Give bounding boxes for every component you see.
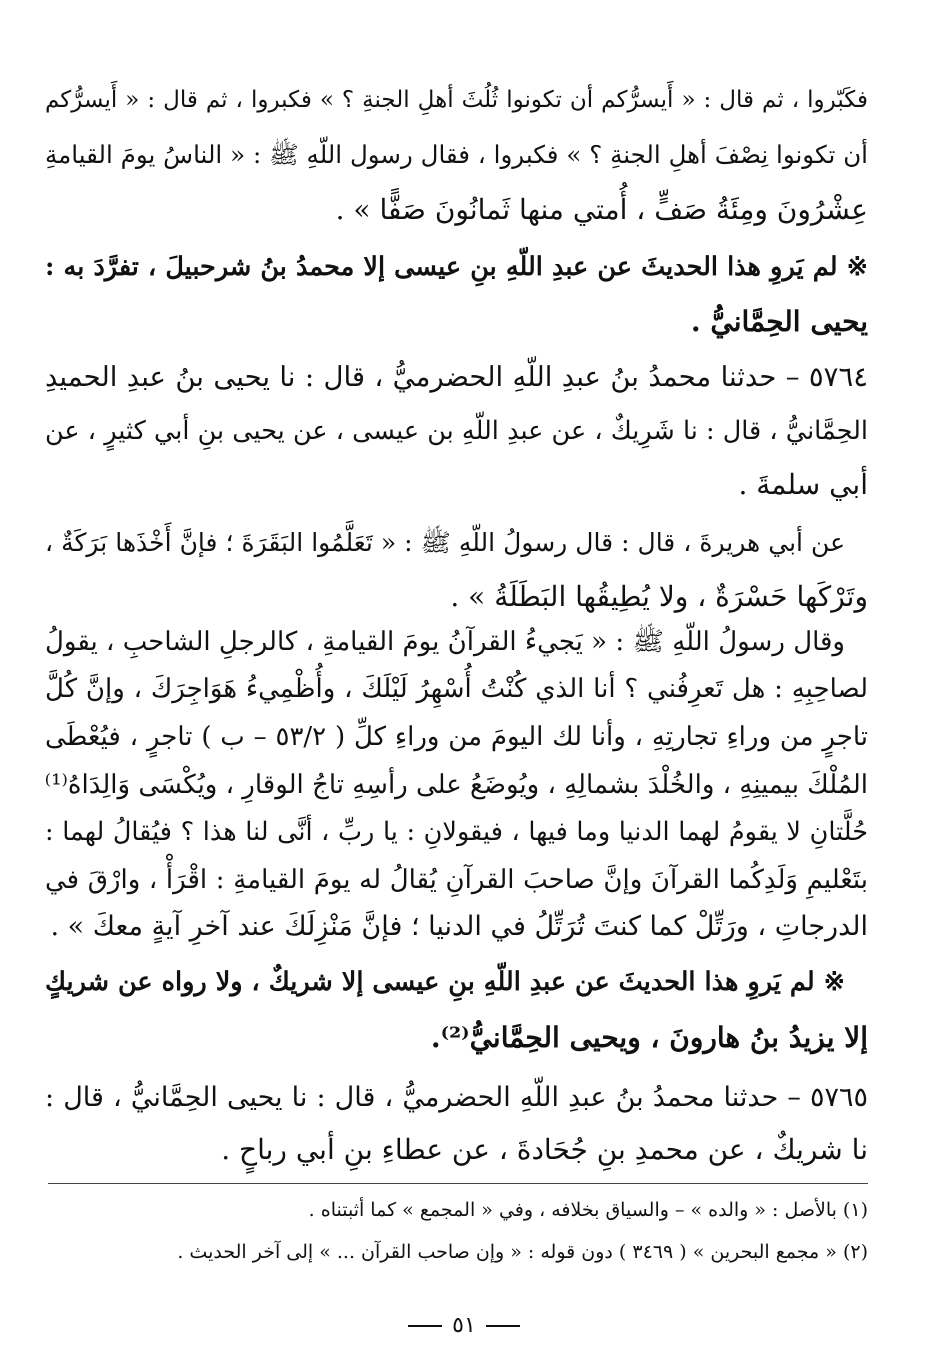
page-number [0,1312,928,1340]
page-number-dash [408,1325,442,1327]
text-line: المُلْكَ بيمينِهِ ، والخُلْدَ بشمالِهِ ، ويُوضَعُ على رأسِهِ تاجُ الوقارِ ، ويُكْسَى وَالِدَاهُ⁽¹⁾ [44,770,868,800]
footnote-2: (٢) « مجمع البحرين » ( ٣٤٦٩ ) دون قوله : « وإن صاحب القرآن ... » إلى آخر الحديث . [177,1241,868,1263]
text-line: وتَرْكَها حَسْرَةٌ ، ولا يُطِيقُها البَطَلَةُ » . [450,580,868,613]
page-number-dash [486,1325,520,1327]
text-line: لصاحِبِهِ : هل تَعرِفُني ؟ أنا الذي كُنْتُ أُسْهِرُ لَيْلَكَ ، وأُظْمِيءُ هَوَاجِرَكَ ، وإنَّ كُلَّ [45,674,868,704]
hadith-5764-line: ٥٧٦٤ – حدثنا محمدُ بنُ عبدِ اللّهِ الحضرميُّ ، قال : نا يحيى بنُ عبدِ الحميدِ [45,361,868,393]
text-line: عن أبي هريرةَ ، قال : قال رسولُ اللّهِ ﷺ : « تَعَلَّمُوا البَقَرَةَ ؛ فإنَّ أَخْذَها بَرَكَةٌ ، [45,528,845,557]
footnote-divider [48,1183,868,1184]
commentary-line: يحيى الحِمَّانيُّ . [690,305,868,338]
text-line: أن تكونوا نِصْفَ أهلِ الجنةِ ؟ » فكبروا ، فقال رسول اللّهِ ﷺ : « الناسُ يومَ القيامةِ [45,140,868,169]
text-line: عِشْرُونَ ومِئَةُ صَفٍّ ، أُمتي منها ثَمانُونَ صَفًّا » . [335,193,868,226]
text-line: تاجرٍ من وراءِ تجارتِهِ ، وأنا لك اليومَ من وراءِ كلِّ ( ٥٣/٢ – ب ) تاجرٍ ، فيُعْطَى [45,722,868,752]
text-line: بتَعْليمِ وَلَدِكُما القرآنَ وإنَّ صاحبَ القرآنِ يُقالُ له يومَ القيامةِ : اقْرَأْ ، وارْقَ في [45,865,868,895]
commentary-line: ※ لم يَروِ هذا الحديثَ عن عبدِ اللّهِ بنِ عيسى إلا محمدُ بنُ شرحبيلَ ، تفرَّدَ به : [45,252,868,282]
footnote-1: (١) بالأصل : « والده » – والسياق بخلافه ، وفي « المجمع » كما أثبتناه . [308,1199,868,1221]
text-line: حُلَّتانِ لا يقومُ لهما الدنيا وما فيها ، فيقولانِ : يا ربِّ ، أنَّى لنا هذا ؟ فيُقالُ لهما : [45,817,868,847]
text-line: أبي سلمةَ . [738,468,868,501]
text-line: الحِمَّانيُّ ، قال : نا شَرِيكٌ ، عن عبدِ اللّهِ بن عيسى ، عن يحيى بنِ أبي كثيرٍ ، عن [45,416,868,446]
page-number-value: ٥١ [452,1313,476,1338]
text-line: فكَبّروا ، ثم قال : « أَيسرُّكم أن تكونوا ثُلُثَ أهلِ الجنةِ ؟ » فكبروا ، ثم قال : « أَيسرُّكم [45,87,868,113]
text-line: الدرجاتِ ، ورَتِّلْ كما كنتَ تُرَتِّلُ في الدنيا ؛ فإنَّ مَنْزِلَكَ عند آخرِ آيةٍ معكَ » . [50,911,868,942]
commentary-line: ※ لم يَروِ هذا الحديثَ عن عبدِ اللّهِ بنِ عيسى إلا شريكٌ ، ولا رواه عن شريكٍ [45,967,845,997]
commentary-line: إلا يزيدُ بنُ هارونَ ، ويحيى الحِمَّانيُّ⁽²⁾. [430,1021,868,1054]
text-line: وقال رسولُ اللّهِ ﷺ : « يَجيءُ القرآنُ يومَ القيامةِ ، كالرجلِ الشاحبِ ، يقولُ [45,627,845,657]
hadith-5765-line: ٥٧٦٥ – حدثنا محمدُ بنُ عبدِ اللّهِ الحضرميُّ ، قال : نا يحيى الحِمَّانيُّ ، قال : [45,1082,868,1113]
text-line: نا شريكٌ ، عن محمدِ بنِ جُحَادةَ ، عن عطاءِ بنِ أبي رباحٍ . [221,1133,868,1166]
